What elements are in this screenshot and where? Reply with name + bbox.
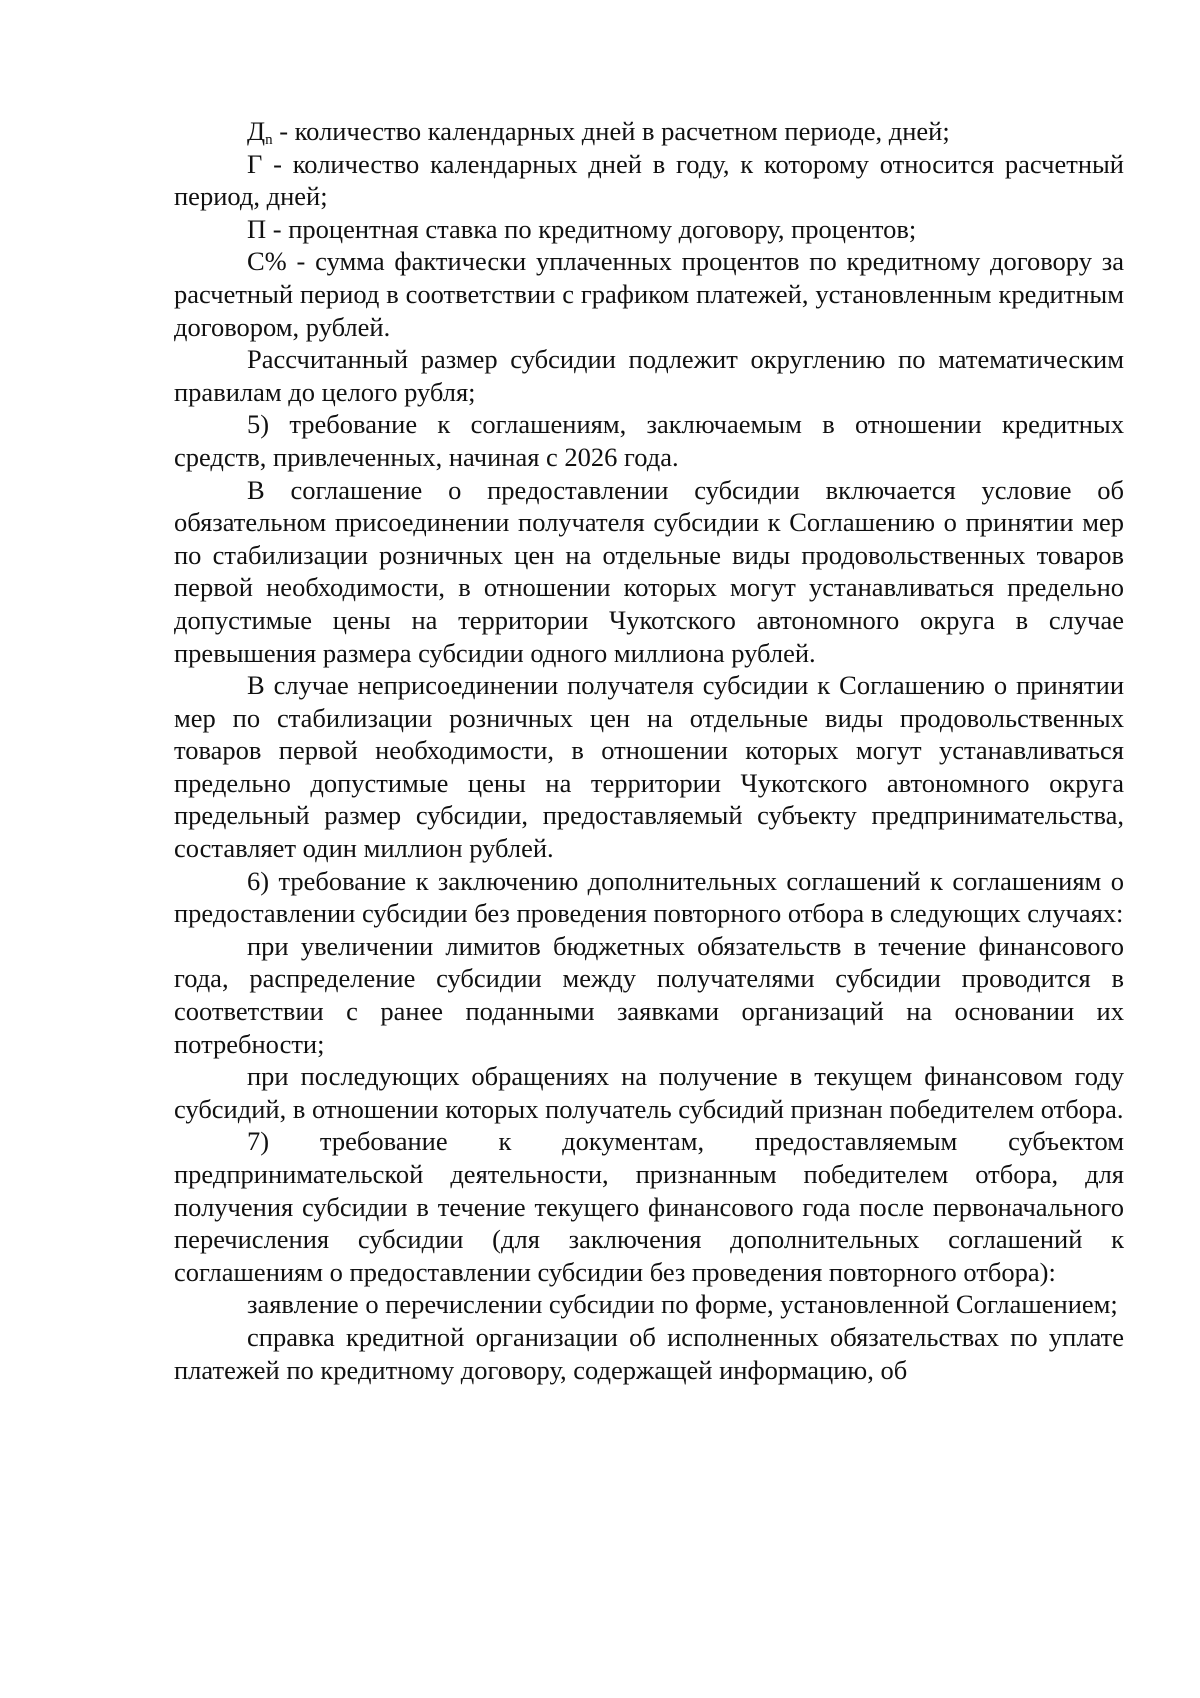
rounding-rule: Рассчитанный размер субсидии подлежит округлению по математическим правилам до целого рубля; bbox=[174, 344, 1124, 407]
document-bank-certificate: справка кредитной организации об исполненных обязательствах по уплате платежей по кредитному договору, содержащей информацию, об bbox=[174, 1321, 1124, 1385]
definition-dn-subscript: n bbox=[265, 132, 273, 148]
document-body bbox=[174, 115, 1124, 1386]
agreement-condition: В соглашение о предоставлении субсидии включается условие об обязательном присоединении получателя субсидии к Соглашению о принятии мер по стабилизации розничных цен на отдельные виды продовольственных товаров первой необходимости, в отношении которых могут устанавливаться предельно допустимые цены на территории Чукотского автономного округа в случае превышения размера субсидии одного миллиона рублей. bbox=[174, 474, 1124, 668]
definition-g: Г - количество календарных дней в году, к которому относится расчетный период, дней; bbox=[174, 148, 1124, 212]
definition-dn bbox=[174, 115, 1124, 148]
document-application: заявление о перечислении субсидии по форме, установленной Соглашением; bbox=[247, 1289, 1118, 1320]
definition-p: П - процентная ставка по кредитному договору, процентов; bbox=[247, 213, 917, 244]
definition-dn-letter: Д bbox=[247, 116, 266, 146]
case-limit-increase: при увеличении лимитов бюджетных обязательств в течение финансового года, распределение субсидии между получателями субсидии проводится в соответствии с ранее поданными заявками организаций на основании их потребности; bbox=[174, 930, 1124, 1059]
non-accession-case: В случае неприсоединении получателя субсидии к Соглашению о принятии мер по стабилизации розничных цен на отдельные виды продовольственных товаров первой необходимости, в отношении которых могут устанавливаться предельно допустимые цены на территории Чукотского автономного округа предельный размер субсидии, предоставляемый субъекту предпринимательства, составляет один миллион рублей. bbox=[174, 670, 1124, 864]
requirement-5: 5) требование к соглашениям, заключаемым в отношении кредитных средств, привлеченных, начиная с 2026 года. bbox=[174, 409, 1124, 472]
requirement-6: 6) требование к заключению дополнительных соглашений к соглашениям о предоставлении субсидии без проведения повторного отбора в следующих случаях: bbox=[174, 865, 1124, 929]
definition-dn-text: - количество календарных дней в расчетном периоде, дней; bbox=[272, 116, 950, 146]
case-subsequent-request: при последующих обращениях на получение в текущем финансовом году субсидий, в отношении которых получатель субсидий признан победителем отбора. bbox=[174, 1061, 1124, 1124]
definition-c-percent: С% - сумма фактически уплаченных процентов по кредитному договору за расчетный период в соответствии с графиком платежей, установленным кредитным договором, рублей. bbox=[174, 246, 1124, 342]
requirement-7: 7) требование к документам, предоставляемым субъектом предпринимательской деятельности, признанным победителем отбора, для получения субсидии в течение текущего финансового года после первоначального перечисления субсидии (для заключения дополнительных соглашений к соглашениям о предоставлении субсидии без проведения повторного отбора): bbox=[174, 1126, 1124, 1287]
